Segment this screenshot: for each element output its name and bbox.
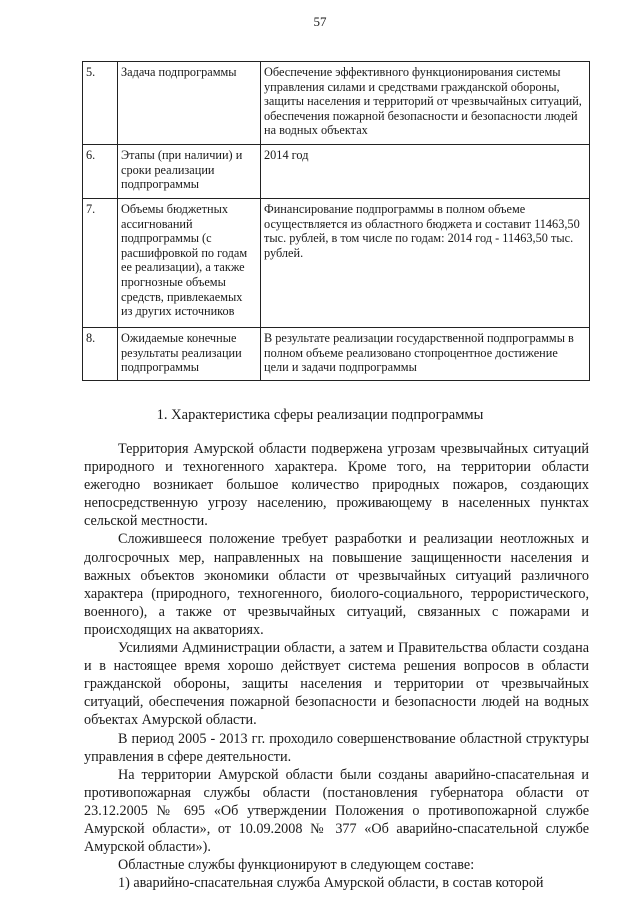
paragraph: Сложившееся положение требует разработки и реализации неотложных и долгосрочных мер, направленных на повышение защищенности населения и важных объектов экономики области от чрезвычайных ситуаций различного характера (природного, техногенного, биолого-социального, террористического, военного), а также от чрезвычайных ситуаций, связанных с пожарами и происходящих на акваториях.	[84, 531, 589, 638]
row-value: 2014 год	[261, 145, 590, 199]
body-text	[84, 440, 589, 892]
row-label: Ожидаемые конечные результаты реализации подпрограммы	[118, 328, 261, 381]
table-row	[83, 199, 590, 328]
row-number: 5.	[83, 62, 118, 145]
table-row	[83, 62, 590, 145]
row-number: 7.	[83, 199, 118, 328]
paragraph: Областные службы функционируют в следующем составе:	[118, 857, 475, 874]
row-label: Этапы (при наличии) и сроки реализации подпрограммы	[118, 145, 261, 199]
page-number: 57	[313, 14, 327, 29]
row-value: Финансирование подпрограммы в полном объеме осуществляется из областного бюджета и составит 11463,50 тыс. рублей, в том числе по годам: 2014 год - 11463,50 тыс. рублей.	[261, 199, 590, 328]
row-label: Объемы бюджетных ассигнований подпрограммы (с расшифровкой по годам ее реализации), а также прогнозные объемы средств, привлекаемых из других источников	[118, 199, 261, 328]
row-label: Задача подпрограммы	[118, 62, 261, 145]
passport-table	[82, 61, 590, 381]
row-number: 6.	[83, 145, 118, 199]
paragraph: На территории Амурской области были созданы аварийно-спасательная и противопожарная службы области (постановления губернатора области от 23.12.2005 № 695 «Об утверждении Положения о противопожарной службе Амурской области», от 10.09.2008 № 377 «Об аварийно-спасательной службе Амурской области»).	[84, 766, 589, 856]
row-value: Обеспечение эффективного функционирования системы управления силами и средствами гражданской обороны, защиты населения и территорий от чрезвычайных ситуаций, обеспечения пожарной безопасности и безопасности людей на водных объектах	[261, 62, 590, 145]
row-value: В результате реализации государственной подпрограммы в полном объеме реализовано стопроцентное достижение цели и задачи подпрограммы	[261, 328, 590, 381]
section-heading: 1. Характеристика сферы реализации подпрограммы	[156, 407, 484, 423]
row-number: 8.	[83, 328, 118, 381]
table-row	[83, 328, 590, 381]
table-row	[83, 145, 590, 199]
paragraph: В период 2005 - 2013 гг. проходило совершенствование областной структуры управления в сфере деятельности.	[84, 730, 589, 765]
paragraph: Территория Амурской области подвержена угрозам чрезвычайных ситуаций природного и техногенного характера. Кроме того, на территории области ежегодно возникает большое количество природных пожаров, создающих непосредственную угрозу населению, проживающему в населенных пунктах сельской местности.	[84, 441, 589, 530]
paragraph: 1) аварийно-спасательная служба Амурской области, в состав которой	[118, 875, 544, 892]
paragraph: Усилиями Администрации области, а затем и Правительства области создана и в настоящее время хорошо действует система решения вопросов в области гражданской обороны, защиты населения и территории от чрезвычайных ситуаций, обеспечения пожарной безопасности и безопасности людей на водных объектах Амурской области.	[84, 640, 589, 729]
